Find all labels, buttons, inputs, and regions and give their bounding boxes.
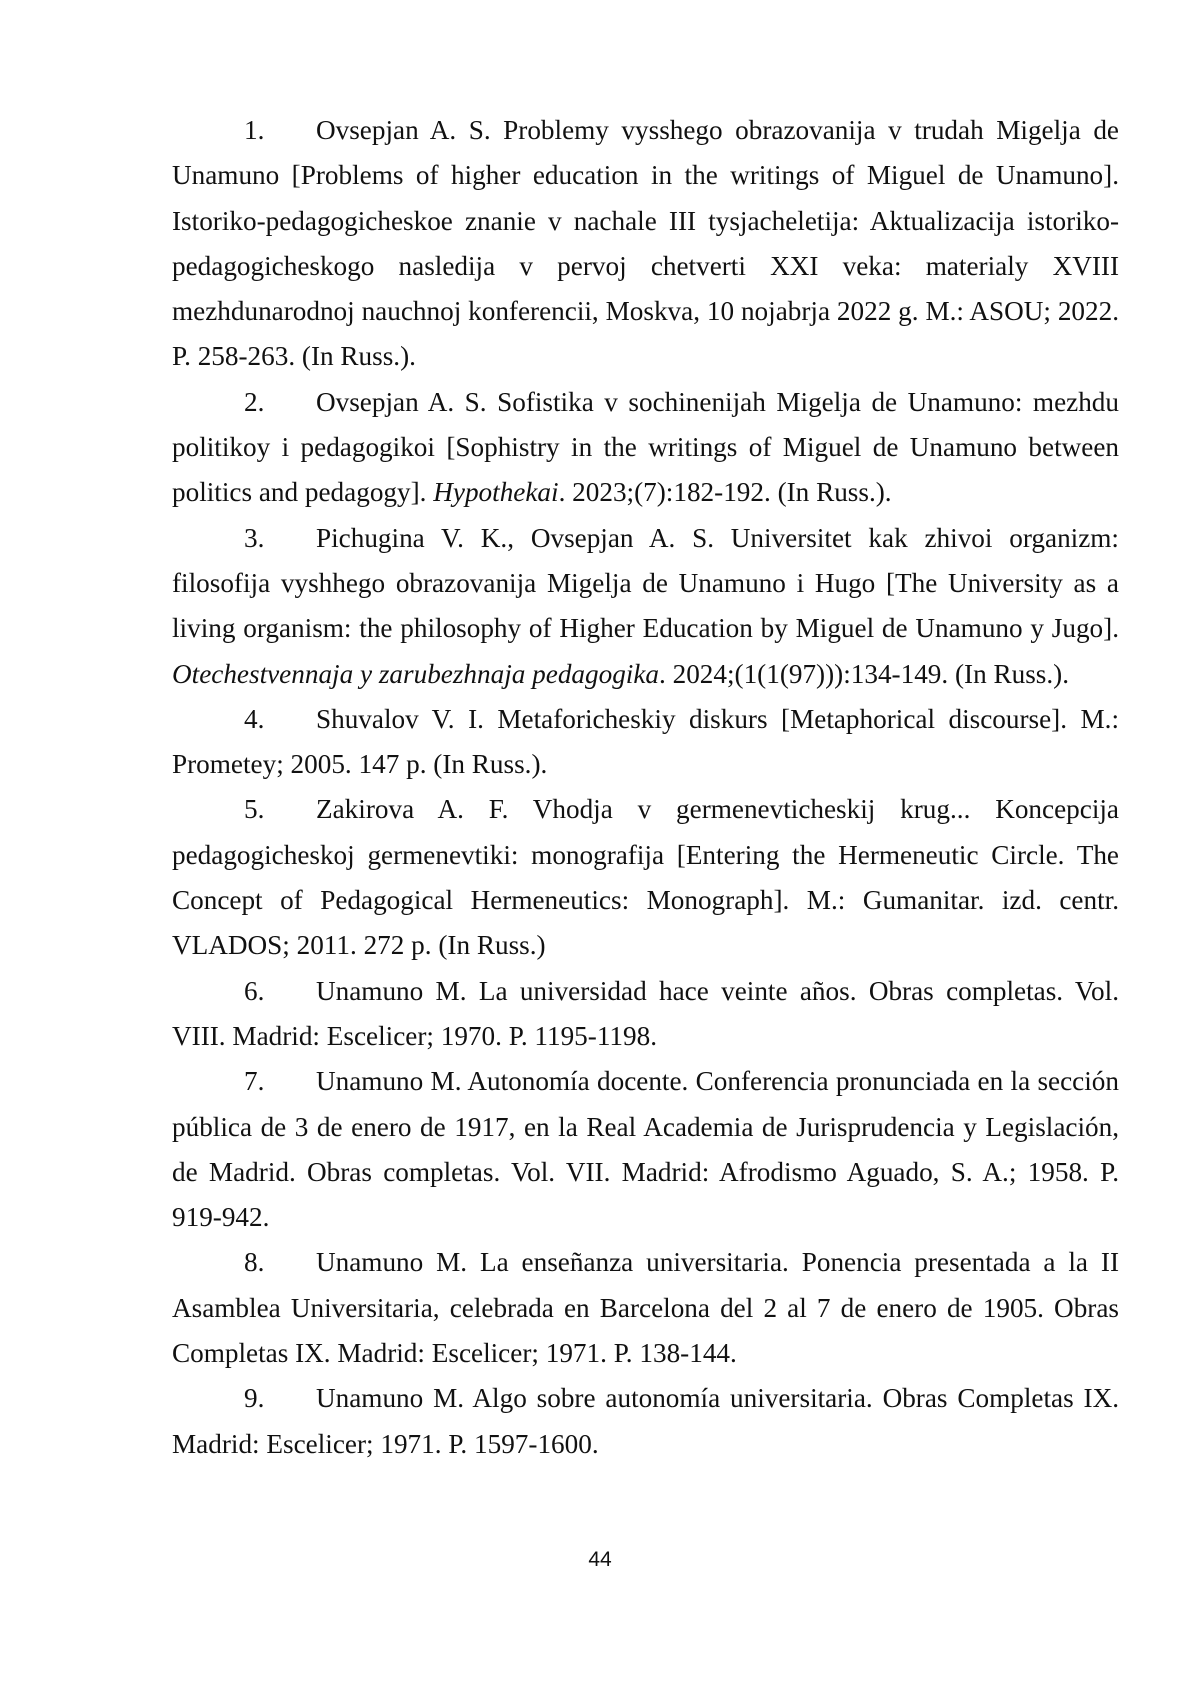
reference-item xyxy=(172,787,1119,968)
reference-item xyxy=(172,1240,1119,1376)
reference-item xyxy=(172,1376,1119,1467)
reference-text: Shuvalov V. I. Metaforicheskiy diskurs [Metaphorical discourse]. M.: Prometey; 2005. 147 p. (In Russ.). xyxy=(172,703,1119,780)
reference-list xyxy=(172,108,1119,1467)
reference-number: 9. xyxy=(244,1383,265,1414)
reference-journal: Hypothekai xyxy=(433,477,559,508)
reference-text: Ovsepjan A. S. Problemy vysshego obrazovanija v trudah Migelja de Unamuno [Problems of higher education in the writings of Miguel de Unamuno]. Istoriko-pedagogicheskoe znanie v nachale III tysjacheletija: Aktualizacija istoriko-pedagogicheskogo nasledija v pervoj chetverti XXI veka: materialy XVIII mezhdunarodnoj nauchnoj konferencii, Moskva, 10 nojabrja 2022 g. M.: ASOU; 2022. P. 258-263. (In Russ.). xyxy=(172,115,1119,372)
reference-details: . 2023;(7):182-192. (In Russ.). xyxy=(558,477,892,508)
reference-text: Unamuno M. Autonomía docente. Conferencia pronunciada en la sección pública de 3 de enero de 1917, en la Real Academia de Jurisprudencia y Legislación, de Madrid. Obras completas. Vol. VII. Madrid: Afrodismo Aguado, S. A.; 1958. P. 919-942. xyxy=(172,1066,1119,1233)
reference-number: 8. xyxy=(244,1247,265,1278)
reference-text: Unamuno M. Algo sobre autonomía universitaria. Obras Completas IX. Madrid: Escelicer; 1971. P. 1597-1600. xyxy=(172,1383,1119,1459)
reference-number: 3. xyxy=(244,522,265,553)
reference-number: 7. xyxy=(244,1066,265,1097)
reference-number: 4. xyxy=(244,703,265,734)
page-number: 44 xyxy=(588,1548,612,1571)
reference-number: 1. xyxy=(244,115,265,145)
reference-number: 5. xyxy=(244,794,265,825)
reference-journal: Otechestvennaja y zarubezhnaja pedagogika xyxy=(172,658,659,689)
reference-details: . 2024;(1(1(97))):134-149. (In Russ.). xyxy=(659,658,1070,689)
reference-item xyxy=(172,380,1119,516)
reference-text: Zakirova A. F. Vhodja v germenevticheskij krug... Koncepcija pedagogicheskoj germenevtiki: monografija [Entering the Hermeneutic Circle. The Concept of Pedagogical Hermeneutics: Monograph]. M.: Gumanitar. izd. centr. VLADOS; 2011. 272 p. (In Russ.) xyxy=(172,794,1119,961)
reference-number: 2. xyxy=(244,386,265,417)
reference-item xyxy=(172,1059,1119,1240)
reference-text: Pichugina V. K., Ovsepjan A. S. Universitet kak zhivoi organizm: filosofija vyshhego obrazovanija Migelja de Unamuno i Hugo [The University as a living organism: the philosophy of Higher Education by Miguel de Unamuno y Jugo]. xyxy=(172,522,1119,644)
reference-number: 6. xyxy=(244,975,265,1006)
reference-text: Ovsepjan A. S. Sofistika v sochinenijah Migelja de Unamuno: mezhdu politikoy i pedagogikoi [Sophistry in the writings of Miguel de Unamuno between politics and pedagogy]. xyxy=(172,386,1119,508)
reference-item xyxy=(172,697,1119,788)
reference-item xyxy=(172,108,1119,380)
reference-item xyxy=(172,516,1119,697)
reference-text: Unamuno M. La universidad hace veinte años. Obras completas. Vol. VIII. Madrid: Escelicer; 1970. P. 1195-1198. xyxy=(172,975,1119,1051)
reference-item xyxy=(172,969,1119,1060)
reference-text: Unamuno M. La enseñanza universitaria. Ponencia presentada a la II Asamblea Universitaria, celebrada en Barcelona del 2 al 7 de enero de 1905. Obras Completas IX. Madrid: Escelicer; 1971. P. 138-144. xyxy=(172,1247,1119,1369)
